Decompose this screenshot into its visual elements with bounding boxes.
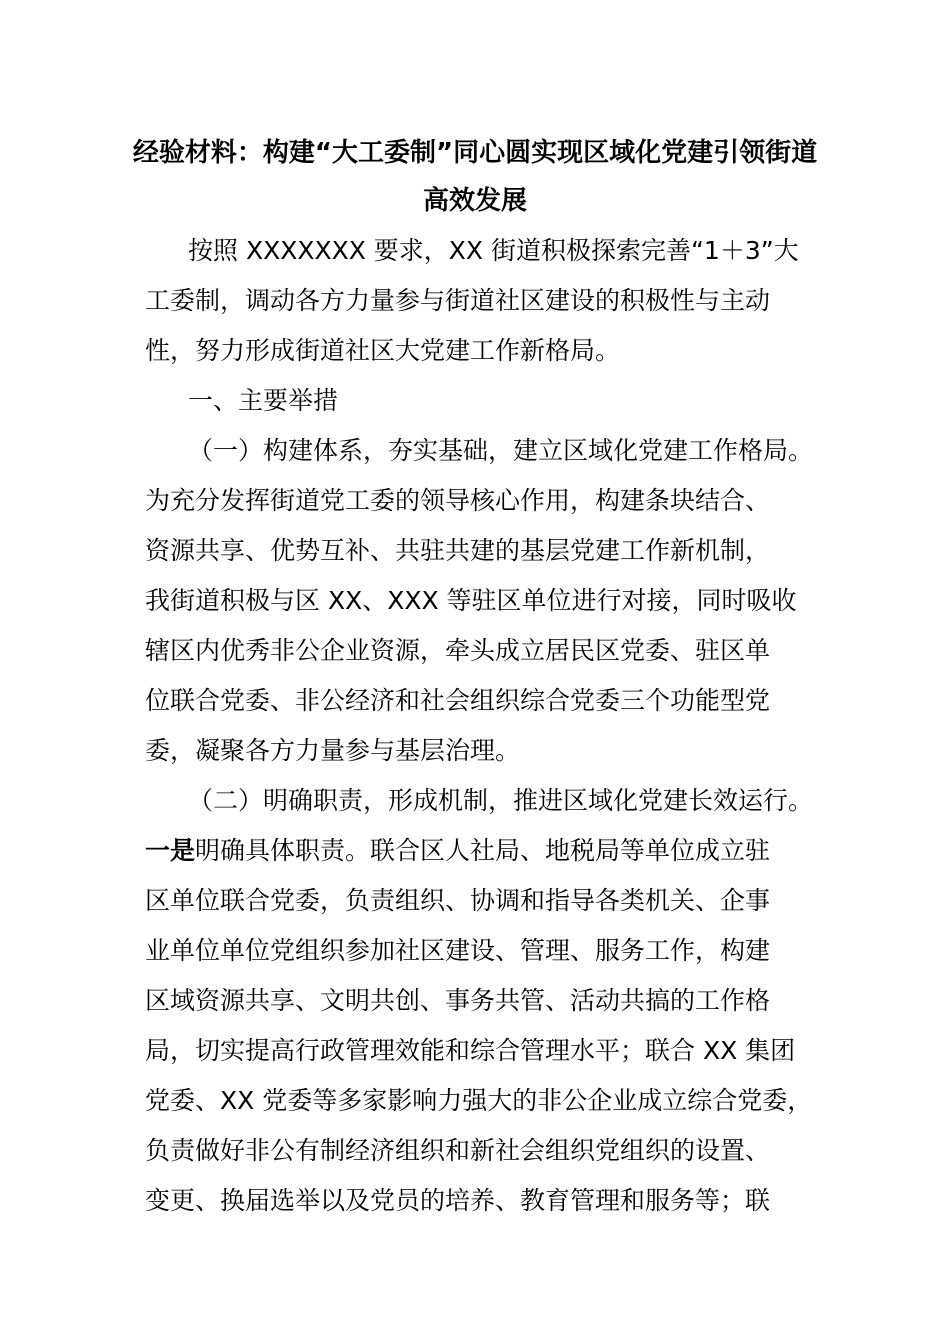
section-1-heading: 一、主要举措 [188,386,339,415]
document-title-line-2: 高效发展 [422,186,527,216]
subsection-2-line: 党委、XX 党委等多家影响力强大的非公企业成立综合党委， [145,1086,813,1115]
subsection-2-line: 区域资源共享、文明共创、事务共管、活动共搞的工作格 [145,986,771,1015]
subsection-2-line: 局，切实提高行政管理效能和综合管理水平；联合 XX 集团 [145,1036,796,1065]
subsection-1-heading: （一）构建体系，夯实基础，建立区域化党建工作格局。 [188,436,814,465]
document-title-line-1: 经验材料：构建“大工委制”同心圆实现区域化党建引领街道 [132,138,818,168]
intro-line-2: 工委制，调动各方力量参与街道社区建设的积极性与主动 [145,286,771,315]
subsection-2-line: 区单位联合党委，负责组织、协调和指导各类机关、企事 [145,886,771,915]
subsection-2-first-line-text: 明确具体职责。联合区人社局、地税局等单位成立驻 [195,836,771,865]
subsection-1-line: 委，凝聚各方力量参与基层治理。 [145,736,521,765]
subsection-2-line: 负责做好非公有制经济组织和新社会组织党组织的设置、 [145,1136,771,1165]
intro-line-3: 性，努力形成街道社区大党建工作新格局。 [145,336,621,365]
subsection-1-line: 资源共享、优势互补、共驻共建的基层党建工作新机制， [145,536,771,565]
subsection-2-first-line [145,826,770,876]
subsection-1-line: 位联合党委、非公经济和社会组织综合党委三个功能型党 [145,686,771,715]
intro-line-1: 按照 XXXXXXX 要求，XX 街道积极探索完善“1＋3”大 [188,236,799,265]
subsection-1-line: 我街道积极与区 XX、XXX 等驻区单位进行对接，同时吸收 [145,586,797,615]
subsection-1-line: 辖区内优秀非公企业资源，牵头成立居民区党委、驻区单 [145,636,771,665]
subsection-2-line: 业单位单位党组织参加社区建设、管理、服务工作，构建 [145,936,771,965]
bold-lead-text: 一是 [145,836,196,865]
subsection-1-line: 为充分发挥街道党工委的领导核心作用，构建条块结合、 [145,486,771,515]
subsection-2-heading: （二）明确职责，形成机制，推进区域化党建长效运行。 [188,786,814,815]
subsection-2-line: 变更、换届选举以及党员的培养、教育管理和服务等；联 [145,1186,771,1215]
